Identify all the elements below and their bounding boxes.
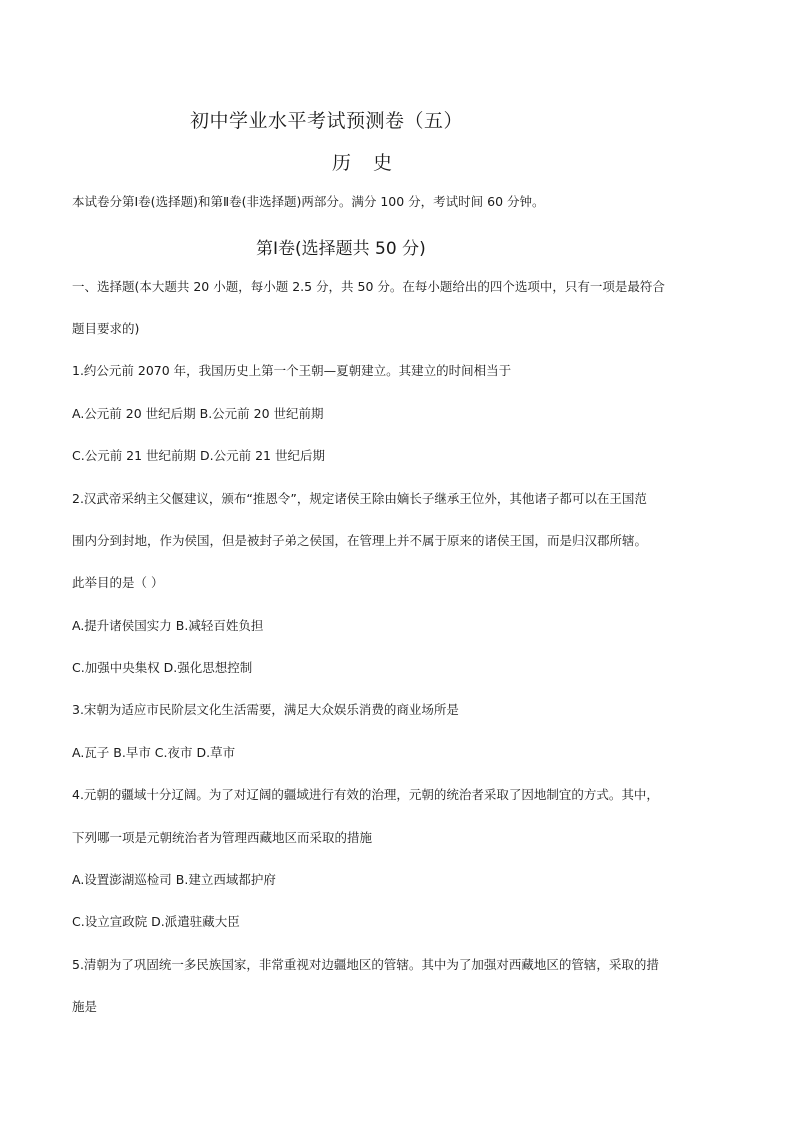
question-4-stem-2: 下列哪一项是元朝统治者为管理西藏地区而采取的措施	[72, 830, 373, 845]
section-instruction-line-2: 题目要求的)	[72, 321, 140, 336]
exam-title: 初中学业水平考试预测卷（五）	[190, 110, 464, 132]
question-5-stem-1: 5.清朝为了巩固统一多民族国家，非常重视对边疆地区的管辖。其中为了加强对西藏地区的管辖，采取的措	[72, 957, 659, 972]
question-4-options-1: A.设置澎湖巡检司 B.建立西域都护府	[72, 872, 276, 887]
exam-intro: 本试卷分第Ⅰ卷(选择题)和第Ⅱ卷(非选择题)两部分。满分 100 分，考试时间 60 分钟。	[72, 194, 545, 209]
subject-title: 历 史	[332, 152, 401, 174]
question-2-options-1: A.提升诸侯国实力 B.减轻百姓负担	[72, 618, 264, 633]
question-5-stem-2: 施是	[72, 999, 98, 1014]
section-instruction-line-1: 一、选择题(本大题共 20 小题，每小题 2.5 分，共 50 分。在每小题给出的四个选项中，只有一项是最符合	[72, 279, 665, 294]
question-1-stem: 1.约公元前 2070 年，我国历史上第一个王朝—夏朝建立。其建立的时间相当于	[72, 363, 512, 378]
question-1-options-1: A.公元前 20 世纪后期 B.公元前 20 世纪前期	[72, 406, 324, 421]
question-2-stem-2: 围内分到封地，作为侯国，但是被封子弟之侯国，在管理上并不属于原来的诸侯王国，而是归汉郡所辖。	[72, 533, 648, 548]
question-2-stem-3: 此举目的是（ ）	[72, 575, 164, 590]
question-3-stem: 3.宋朝为适应市民阶层文化生活需要，满足大众娱乐消费的商业场所是	[72, 702, 459, 717]
question-1-options-2: C.公元前 21 世纪前期 D.公元前 21 世纪后期	[72, 448, 325, 463]
part-title: 第Ⅰ卷(选择题共 50 分)	[256, 239, 426, 259]
question-4-options-2: C.设立宣政院 D.派遣驻藏大臣	[72, 914, 240, 929]
question-3-options: A.瓦子 B.早市 C.夜市 D.草市	[72, 745, 236, 760]
question-4-stem-1: 4.元朝的疆域十分辽阔。为了对辽阔的疆域进行有效的治理，元朝的统治者采取了因地制宜的方式。其中，	[72, 787, 659, 802]
question-2-stem-1: 2.汉武帝采纳主父偃建议，颁布“推恩令”，规定诸侯王除由嫡长子继承王位外，其他诸子都可以在王国范	[72, 491, 647, 506]
question-2-options-2: C.加强中央集权 D.强化思想控制	[72, 660, 253, 675]
